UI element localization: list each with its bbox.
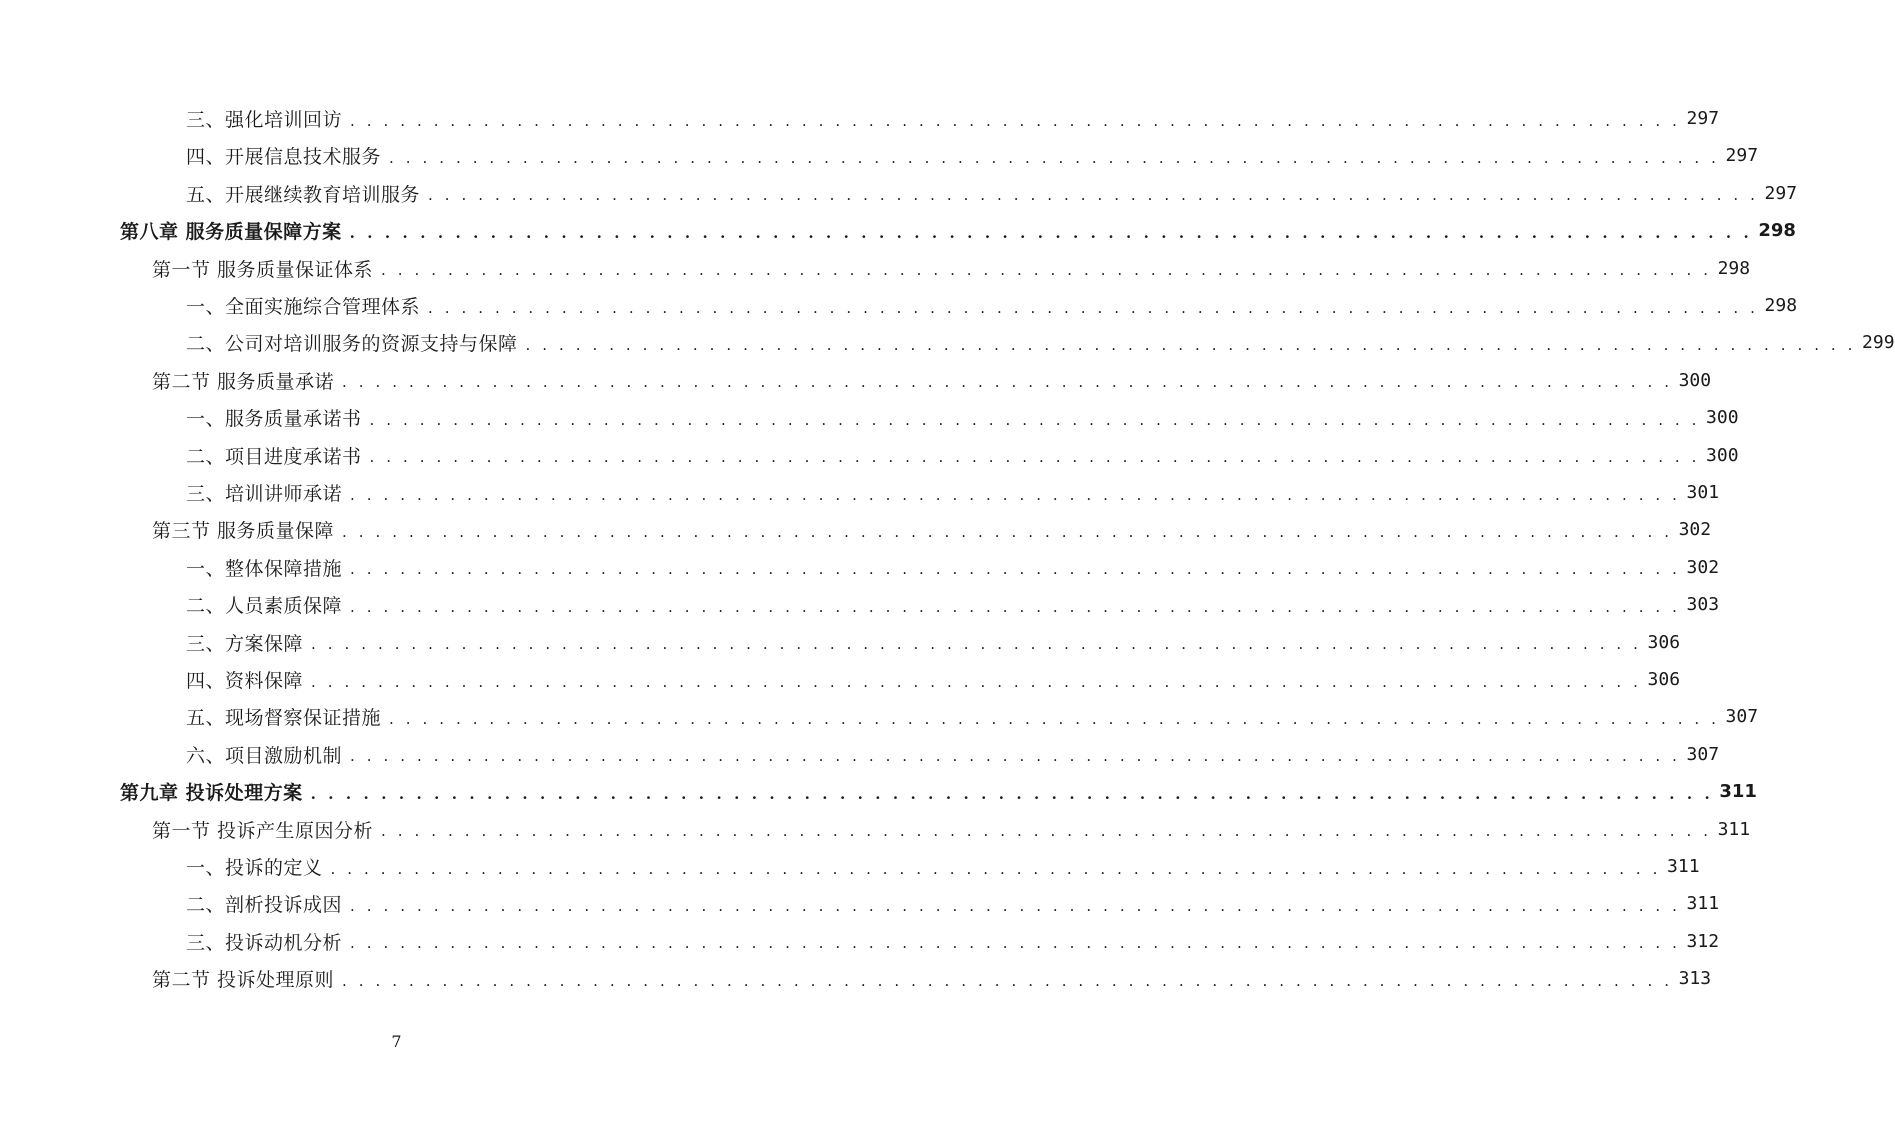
toc-dot-leader: . . . . . . . . . . . . . . . . . . . . . . . . . . . . . . . . . . . . . . . . . . . . . . . . . . . . . . . . . . . . . . . . . . . . . . . . . . . . . . . . <box>350 597 1681 616</box>
toc-entry-title: 二、人员素质保障 <box>186 595 343 618</box>
toc-entry-section[interactable] <box>152 811 1751 848</box>
toc-entry-title: 第二节 投诉处理原则 <box>152 969 335 992</box>
toc-entry-chapter[interactable] <box>120 773 1757 810</box>
toc-entry-page-number: 307 <box>1725 706 1759 728</box>
toc-entry-title: 第一节 投诉产生原因分析 <box>152 819 374 842</box>
toc-entry-page-number: 300 <box>1678 369 1712 391</box>
toc-dot-leader: . . . . . . . . . . . . . . . . . . . . . . . . . . . . . . . . . . . . . . . . . . . . . . . . . . . . . . . . . . . . . . . . . . . . . . . . . . . . . . . . <box>369 410 1701 429</box>
toc-entry-item[interactable] <box>186 287 1798 324</box>
toc-entry-title: 四、开展信息技术服务 <box>186 146 382 169</box>
toc-entry-item[interactable] <box>186 885 1720 922</box>
toc-entry-page-number: 299 <box>1862 332 1895 354</box>
toc-entry-page-number: 297 <box>1686 108 1720 129</box>
toc-dot-leader: . . . . . . . . . . . . . . . . . . . . . . . . . . . . . . . . . . . . . . . . . . . . . . . . . . . . . . . . . . . . . . . . . . . . . . . . . . . . . . . . <box>310 784 1714 803</box>
toc-entry-title: 三、强化培训回访 <box>186 109 343 131</box>
toc-entry-title: 三、方案保障 <box>186 632 304 655</box>
toc-dot-leader: . . . . . . . . . . . . . . . . . . . . . . . . . . . . . . . . . . . . . . . . . . . . . . . . . . . . . . . . . . . . . . . . . . . . . . . . . . . . . . . . <box>381 822 1712 841</box>
toc-entry-item[interactable] <box>186 586 1720 623</box>
toc-entry-page-number: 301 <box>1686 482 1720 503</box>
toc-entry-section[interactable] <box>152 511 1712 548</box>
toc-dot-leader: . . . . . . . . . . . . . . . . . . . . . . . . . . . . . . . . . . . . . . . . . . . . . . . . . . . . . . . . . . . . . . . . . . . . . . . . . . . . . . . . <box>350 896 1681 915</box>
toc-entry-page-number: 311 <box>1686 893 1720 915</box>
toc-entry-title: 第八章 服务质量保障方案 <box>120 221 342 244</box>
toc-entry-item[interactable] <box>186 736 1720 773</box>
toc-entry-title: 二、项目进度承诺书 <box>186 445 362 468</box>
toc-entry-item[interactable] <box>186 324 1895 361</box>
toc-entry-page-number: 307 <box>1686 743 1720 765</box>
toc-dot-leader: . . . . . . . . . . . . . . . . . . . . . . . . . . . . . . . . . . . . . . . . . . . . . . . . . . . . . . . . . . . . . . . . . . . . . . . . . . . . . . . . <box>350 934 1681 953</box>
toc-entry-page-number: 302 <box>1686 556 1720 578</box>
toc-entry-title: 五、现场督察保证措施 <box>186 707 382 730</box>
toc-entry-item[interactable] <box>186 399 1739 436</box>
toc-entry-title: 三、培训讲师承诺 <box>186 483 343 505</box>
toc-dot-leader: . . . . . . . . . . . . . . . . . . . . . . . . . . . . . . . . . . . . . . . . . . . . . . . . . . . . . . . . . . . . . . . . . . . . . . . . . . . . . . . . <box>350 560 1681 579</box>
toc-entry-page-number: 298 <box>1764 295 1798 316</box>
toc-entry-item[interactable] <box>186 624 1681 661</box>
toc-entry-page-number: 306 <box>1647 631 1681 653</box>
toc-entry-page-number: 302 <box>1678 519 1712 541</box>
toc-entry-item[interactable] <box>186 137 1759 174</box>
toc-entry-section[interactable] <box>152 960 1712 997</box>
toc-entry-page-number: 311 <box>1719 781 1757 803</box>
toc-entry-title: 一、服务质量承诺书 <box>186 408 362 431</box>
toc-entry-item[interactable] <box>186 661 1681 698</box>
toc-dot-leader: . . . . . . . . . . . . . . . . . . . . . . . . . . . . . . . . . . . . . . . . . . . . . . . . . . . . . . . . . . . . . . . . . . . . . . . . . . . . . . . . <box>525 335 1857 354</box>
toc-entry-title: 六、项目激励机制 <box>186 744 343 767</box>
toc-dot-leader: . . . . . . . . . . . . . . . . . . . . . . . . . . . . . . . . . . . . . . . . . . . . . . . . . . . . . . . . . . . . . . . . . . . . . . . . . . . . . . . . <box>342 971 1673 990</box>
toc-entry-title: 第一节 服务质量保证体系 <box>152 258 374 281</box>
toc-entry-title: 二、剖析投诉成因 <box>186 894 343 917</box>
toc-dot-leader: . . . . . . . . . . . . . . . . . . . . . . . . . . . . . . . . . . . . . . . . . . . . . . . . . . . . . . . . . . . . . . . . . . . . . . . . . . . . . . . . <box>342 522 1673 541</box>
toc-entry-page-number: 313 <box>1678 968 1712 990</box>
toc-entry-page-number: 297 <box>1725 145 1759 167</box>
toc-entry-page-number: 303 <box>1686 594 1720 616</box>
toc-entry-title: 一、投诉的定义 <box>186 857 323 879</box>
toc-entry-item[interactable] <box>186 549 1720 586</box>
toc-entry-page-number: 311 <box>1717 818 1751 840</box>
toc-entry-item[interactable] <box>186 474 1720 511</box>
toc-entry-title: 三、投诉动机分析 <box>186 931 343 954</box>
toc-entry-page-number: 300 <box>1706 407 1739 429</box>
toc-dot-leader: . . . . . . . . . . . . . . . . . . . . . . . . . . . . . . . . . . . . . . . . . . . . . . . . . . . . . . . . . . . . . . . . . . . . . . . . . . . . . . . . <box>350 747 1681 766</box>
toc-entry-section[interactable] <box>152 250 1751 287</box>
toc-entry-title: 四、资料保障 <box>186 670 304 692</box>
toc-entry-item[interactable] <box>186 175 1798 212</box>
toc-entry-page-number: 300 <box>1706 444 1739 466</box>
toc-dot-leader: . . . . . . . . . . . . . . . . . . . . . . . . . . . . . . . . . . . . . . . . . . . . . . . . . . . . . . . . . . . . . . . . . . . . . . . . . . . . . . . . <box>342 373 1673 392</box>
toc-entry-title: 五、开展继续教育培训服务 <box>186 183 421 206</box>
toc-dot-leader: . . . . . . . . . . . . . . . . . . . . . . . . . . . . . . . . . . . . . . . . . . . . . . . . . . . . . . . . . . . . . . . . . . . . . . . . . . . . . . . . <box>311 672 1642 691</box>
toc-entry-page-number: 298 <box>1758 220 1796 242</box>
toc-dot-leader: . . . . . . . . . . . . . . . . . . . . . . . . . . . . . . . . . . . . . . . . . . . . . . . . . . . . . . . . . . . . . . . . . . . . . . . . . . . . . . . . <box>330 859 1662 878</box>
toc-entry-title: 一、全面实施综合管理体系 <box>186 296 421 318</box>
toc-dot-leader: . . . . . . . . . . . . . . . . . . . . . . . . . . . . . . . . . . . . . . . . . . . . . . . . . . . . . . . . . . . . . . . . . . . . . . . . . . . . . . . . <box>350 485 1681 504</box>
toc-entry-item[interactable] <box>186 100 1720 137</box>
toc-entry-page-number: 311 <box>1667 856 1700 877</box>
toc-dot-leader: . . . . . . . . . . . . . . . . . . . . . . . . . . . . . . . . . . . . . . . . . . . . . . . . . . . . . . . . . . . . . . . . . . . . . . . . . . . . . . . . <box>428 298 1759 317</box>
toc-dot-leader: . . . . . . . . . . . . . . . . . . . . . . . . . . . . . . . . . . . . . . . . . . . . . . . . . . . . . . . . . . . . . . . . . . . . . . . . . . . . . . . . <box>369 448 1701 467</box>
toc-entry-section[interactable] <box>152 362 1712 399</box>
toc-entry-title: 第三节 服务质量保障 <box>152 520 335 543</box>
toc-entry-chapter[interactable] <box>120 212 1796 249</box>
toc-entry-title: 一、整体保障措施 <box>186 557 343 580</box>
toc-dot-leader: . . . . . . . . . . . . . . . . . . . . . . . . . . . . . . . . . . . . . . . . . . . . . . . . . . . . . . . . . . . . . . . . . . . . . . . . . . . . . . . . <box>381 261 1712 280</box>
toc-dot-leader: . . . . . . . . . . . . . . . . . . . . . . . . . . . . . . . . . . . . . . . . . . . . . . . . . . . . . . . . . . . . . . . . . . . . . . . . . . . . . . . . <box>349 223 1753 242</box>
toc-dot-leader: . . . . . . . . . . . . . . . . . . . . . . . . . . . . . . . . . . . . . . . . . . . . . . . . . . . . . . . . . . . . . . . . . . . . . . . . . . . . . . . . <box>389 709 1720 728</box>
toc-entry-page-number: 306 <box>1647 669 1681 690</box>
toc-dot-leader: . . . . . . . . . . . . . . . . . . . . . . . . . . . . . . . . . . . . . . . . . . . . . . . . . . . . . . . . . . . . . . . . . . . . . . . . . . . . . . . . <box>311 635 1642 654</box>
toc-entry-item[interactable] <box>186 437 1739 474</box>
toc-entry-item[interactable] <box>186 848 1700 885</box>
toc-entry-title: 第二节 服务质量承诺 <box>152 370 335 393</box>
toc-entry-page-number: 312 <box>1686 930 1720 952</box>
toc-dot-leader: . . . . . . . . . . . . . . . . . . . . . . . . . . . . . . . . . . . . . . . . . . . . . . . . . . . . . . . . . . . . . . . . . . . . . . . . . . . . . . . . <box>350 111 1681 130</box>
toc-entry-item[interactable] <box>186 698 1759 735</box>
toc-entry-title: 二、公司对培训服务的资源支持与保障 <box>186 333 518 356</box>
toc-entry-page-number: 297 <box>1764 182 1798 204</box>
toc-entry-item[interactable] <box>186 923 1720 960</box>
toc-entry-page-number: 298 <box>1717 257 1751 279</box>
toc-dot-leader: . . . . . . . . . . . . . . . . . . . . . . . . . . . . . . . . . . . . . . . . . . . . . . . . . . . . . . . . . . . . . . . . . . . . . . . . . . . . . . . . <box>389 148 1720 167</box>
page-number: 7 <box>391 1032 402 1051</box>
toc-entry-title: 第九章 投诉处理方案 <box>120 782 303 805</box>
toc-dot-leader: . . . . . . . . . . . . . . . . . . . . . . . . . . . . . . . . . . . . . . . . . . . . . . . . . . . . . . . . . . . . . . . . . . . . . . . . . . . . . . . . <box>428 186 1759 205</box>
